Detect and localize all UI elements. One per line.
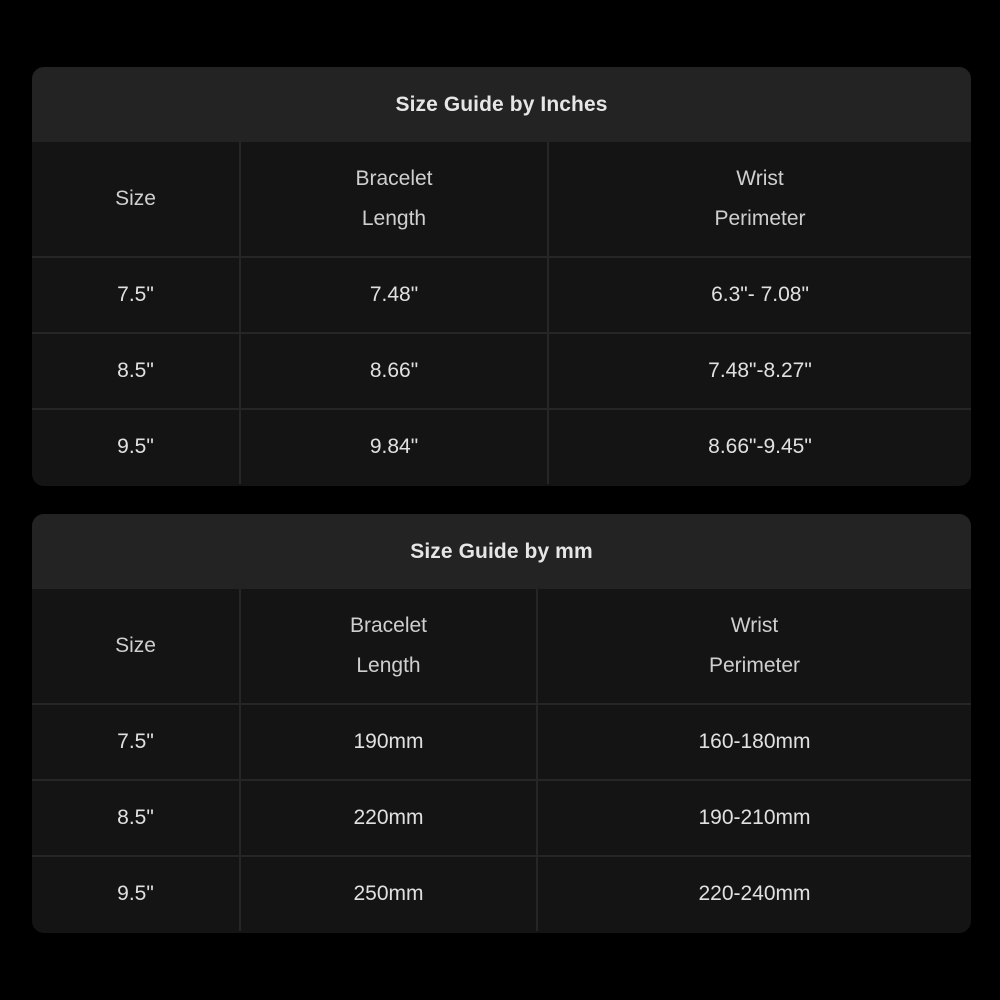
table-row <box>32 409 971 484</box>
cell-bracelet-length: 9.84" <box>240 409 548 484</box>
cell-wrist-perimeter: 160-180mm <box>537 704 971 780</box>
size-guide-inches-title: Size Guide by Inches <box>32 67 971 142</box>
table-row <box>32 780 971 856</box>
table-header-row <box>32 589 971 704</box>
table-row <box>32 333 971 409</box>
size-guide-mm-title: Size Guide by mm <box>32 514 971 589</box>
cell-bracelet-length: 220mm <box>240 780 537 856</box>
table-row <box>32 257 971 333</box>
cell-size: 8.5" <box>32 780 240 856</box>
header-bracelet-line2: Length <box>356 654 421 677</box>
header-wrist-perimeter <box>537 589 971 704</box>
table-row <box>32 856 971 931</box>
cell-size: 7.5" <box>32 704 240 780</box>
cell-size: 9.5" <box>32 409 240 484</box>
header-size: Size <box>32 589 240 704</box>
header-bracelet-length <box>240 589 537 704</box>
cell-bracelet-length: 8.66" <box>240 333 548 409</box>
header-bracelet-line1: Bracelet <box>355 167 433 190</box>
cell-wrist-perimeter: 6.3"- 7.08" <box>548 257 971 333</box>
cell-size: 7.5" <box>32 257 240 333</box>
cell-size: 8.5" <box>32 333 240 409</box>
size-guide-inches-table <box>32 142 971 484</box>
header-wrist-line1: Wrist <box>736 167 784 190</box>
size-guide-mm-card <box>32 514 971 933</box>
header-wrist-line2: Perimeter <box>714 207 806 230</box>
cell-bracelet-length: 190mm <box>240 704 537 780</box>
header-bracelet-line2: Length <box>361 207 427 230</box>
header-wrist-line1: Wrist <box>730 614 779 637</box>
size-guide-mm-table <box>32 589 971 931</box>
cell-bracelet-length: 250mm <box>240 856 537 931</box>
cell-size: 9.5" <box>32 856 240 931</box>
cell-bracelet-length: 7.48" <box>240 257 548 333</box>
cell-wrist-perimeter: 190-210mm <box>537 780 971 856</box>
header-wrist-perimeter <box>548 142 971 257</box>
header-bracelet-line1: Bracelet <box>349 614 428 637</box>
table-row <box>32 704 971 780</box>
cell-wrist-perimeter: 8.66"-9.45" <box>708 435 812 458</box>
cell-wrist-perimeter: 7.48"-8.27" <box>548 333 971 409</box>
cell-wrist-perimeter: 220-240mm <box>698 882 811 905</box>
header-wrist-line2: Perimeter <box>708 654 801 677</box>
header-bracelet-length <box>240 142 548 257</box>
header-size: Size <box>32 142 240 257</box>
size-guide-inches-card <box>32 67 971 486</box>
table-header-row <box>32 142 971 257</box>
